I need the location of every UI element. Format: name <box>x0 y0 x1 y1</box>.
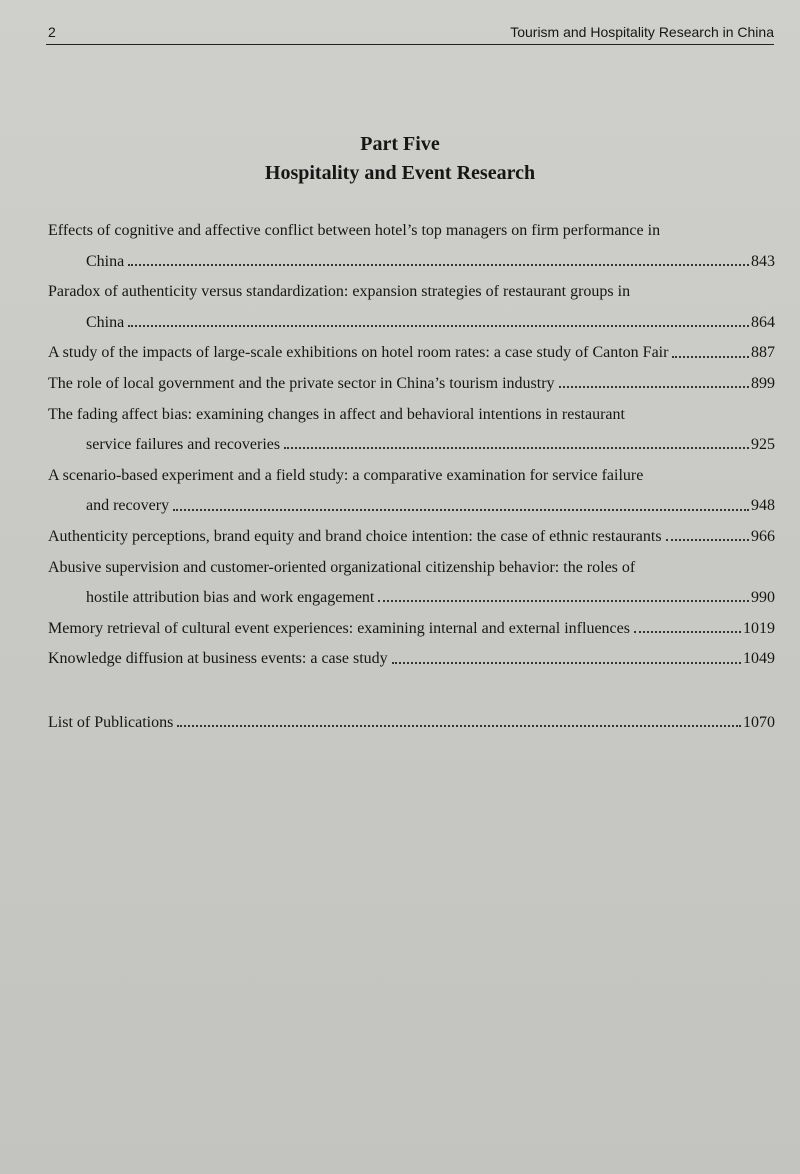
toc-entry[interactable] <box>48 338 775 369</box>
toc-entry-title: A study of the impacts of large-scale exhibitions on hotel room rates: a case study of Canton Fair <box>48 344 669 362</box>
toc-entry-page: 990 <box>751 589 775 607</box>
toc-entry-page: 948 <box>751 497 775 515</box>
dot-leader <box>177 725 741 727</box>
toc-entry-title: hostile attribution bias and work engagement <box>86 589 375 607</box>
running-title: Tourism and Hospitality Research in China <box>510 24 774 40</box>
toc-entry-title: Abusive supervision and customer-oriented organizational citizenship behavior: the roles of <box>48 558 636 576</box>
table-of-contents <box>48 216 775 739</box>
dot-leader <box>284 447 749 449</box>
dot-leader <box>672 356 749 358</box>
part-title: Hospitality and Event Research <box>264 162 536 184</box>
dot-leader <box>128 325 749 327</box>
toc-entry[interactable] <box>48 216 775 277</box>
toc-entry-title: List of Publications <box>48 713 174 731</box>
toc-entry[interactable] <box>48 369 775 400</box>
toc-entry[interactable] <box>48 400 775 461</box>
toc-entry-page: 925 <box>751 436 775 454</box>
toc-entry[interactable] <box>48 644 775 675</box>
toc-entry-page: 887 <box>751 344 775 362</box>
toc-entry-title: The role of local government and the private sector in China’s tourism industry <box>48 374 555 392</box>
toc-entry[interactable] <box>48 522 775 553</box>
toc-entry-title: Knowledge diffusion at business events: a case study <box>48 650 388 668</box>
toc-entry-title: Memory retrieval of cultural event experiences: examining internal and external influences <box>48 619 630 637</box>
dot-leader <box>378 600 749 602</box>
toc-entry[interactable] <box>48 461 775 522</box>
toc-entry-page: 899 <box>751 374 775 392</box>
page-number: 2 <box>48 24 56 40</box>
toc-entry-title: A scenario-based experiment and a field study: a comparative examination for service failure <box>48 466 644 484</box>
toc-entry[interactable] <box>48 553 775 614</box>
toc-entry-page: 1070 <box>743 713 775 731</box>
dot-leader <box>173 509 749 511</box>
toc-entry-page: 1049 <box>743 650 775 668</box>
dot-leader <box>634 631 741 633</box>
toc-entry-title: China <box>86 252 125 270</box>
toc-entry[interactable] <box>48 614 775 645</box>
part-heading <box>0 130 800 188</box>
toc-entry-page: 843 <box>751 252 775 270</box>
toc-entry-title: China <box>86 313 125 331</box>
dot-leader <box>666 539 749 541</box>
toc-entries <box>48 216 775 675</box>
toc-entry-page: 864 <box>751 313 775 331</box>
running-header <box>46 22 774 45</box>
toc-entry-title: and recovery <box>86 497 170 515</box>
toc-entry-title: Paradox of authenticity versus standardization: expansion strategies of restaurant groups in <box>48 283 631 301</box>
part-label: Part Five <box>360 133 440 155</box>
toc-entry-title: Authenticity perceptions, brand equity and brand choice intention: the case of ethnic restaurants <box>48 527 662 545</box>
toc-entry[interactable] <box>48 277 775 338</box>
dot-leader <box>128 264 749 266</box>
dot-leader <box>392 662 741 664</box>
toc-entry-page: 1019 <box>743 619 775 637</box>
toc-entry-publications[interactable] <box>48 708 775 739</box>
toc-entry-title: Effects of cognitive and affective conflict between hotel’s top managers on firm performance in <box>48 222 661 239</box>
toc-entry-title: The fading affect bias: examining changes in affect and behavioral intentions in restaurant <box>48 405 625 423</box>
dot-leader <box>559 386 749 388</box>
toc-entry-title: service failures and recoveries <box>86 436 281 454</box>
toc-entry-page: 966 <box>751 527 775 545</box>
